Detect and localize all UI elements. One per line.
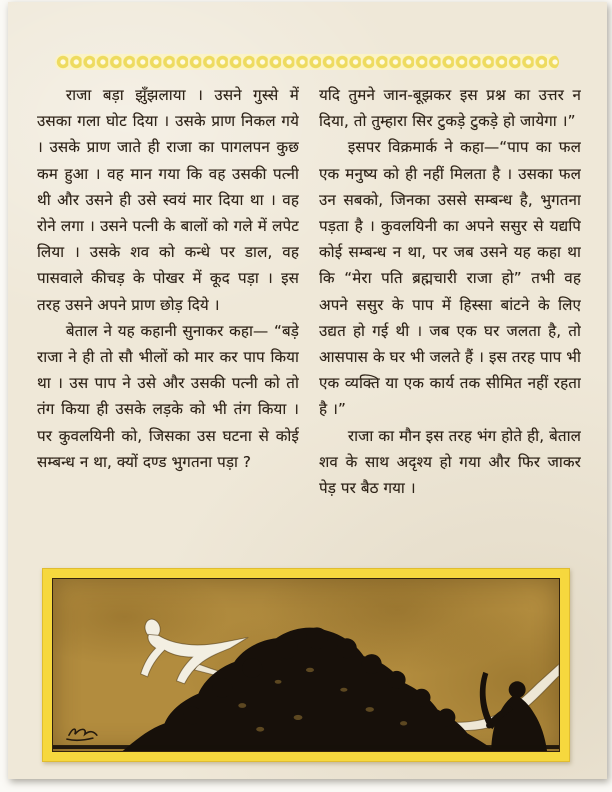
text-column-right [319, 82, 581, 564]
book-page [8, 2, 607, 779]
chain-border-ornament [55, 54, 559, 70]
story-paragraph: राजा का मौन इस तरह भंग होते ही, बेताल शव के साथ अदृश्य हो गया और फिर जाकर पेड़ पर बैठ गया । [319, 426, 581, 498]
illustration-canvas [52, 578, 560, 752]
text-column-left [37, 82, 299, 564]
story-paragraph: बेताल ने यह कहानी सुनाकर कहा— “बड़े राजा ने ही तो सौ भीलों को मार कर पाप किया था । उस पाप ने उसे और उसकी पत्नी को तो तंग किया ही उसके लड़के को भी तंग किया । पर कुवलयिनी को, जिसका उस घटना से कोई सम्बन्ध न था, क्यों दण्ड भुगतना पड़ा ? [37, 321, 299, 471]
story-paragraph: यदि तुमने जान-बूझकर इस प्रश्न का उत्तर न दिया, तो तुम्हारा सिर टुकड़े टुकड़े हो जायेगा ।” [319, 86, 581, 131]
ground-line [53, 745, 559, 749]
sword-hilt [486, 722, 492, 728]
story-paragraph: इसपर विक्रमार्क ने कहा—“पाप का फल एक मनुष्य को ही नहीं मिलता है । उसका फल उन सबको, जिनका उससे सम्बन्ध है, भुगतना पड़ता है । कुवलयिनी का अपने ससुर से यद्यपि कोई सम्बन्ध न था, पर जब उसने यह कहा था कि “मेरा पति ब्रह्मचारी राजा हो” तभी वह अपने ससुर के पाप में हिस्सा बांटने के लिए उद्यत हो गई थी । जब एक घर जलता है, तो आसपास के घर भी जलते हैं । इस तरह पाप भी एक व्यक्ति या एक कार्य तक सीमित नहीं रहता है ।” [319, 138, 581, 419]
story-illustration [42, 568, 570, 762]
story-text-area [37, 82, 581, 564]
story-paragraph: राजा बड़ा झुँझलाया । उसने गुस्से में उसका गला घोट दिया । उसके प्राण निकल गये । उसके प्राण जाते ही राजा का पागलपन कुछ कम हुआ । वह मान गया कि वह उसकी पत्नी थी और उसने ही उसे स्वयं मार दिया था । वह रोने लगा । उसने पत्नी के बालों को गले में लपेट लिया । उसके शव को कन्धे पर डाल, वह पासवाले कीचड़ के पोखर में कूद पड़ा । इस तरह उसने अपने प्राण छोड़ दिये । [37, 86, 299, 314]
artist-signature [67, 729, 97, 740]
illustration-drawing [53, 579, 559, 751]
